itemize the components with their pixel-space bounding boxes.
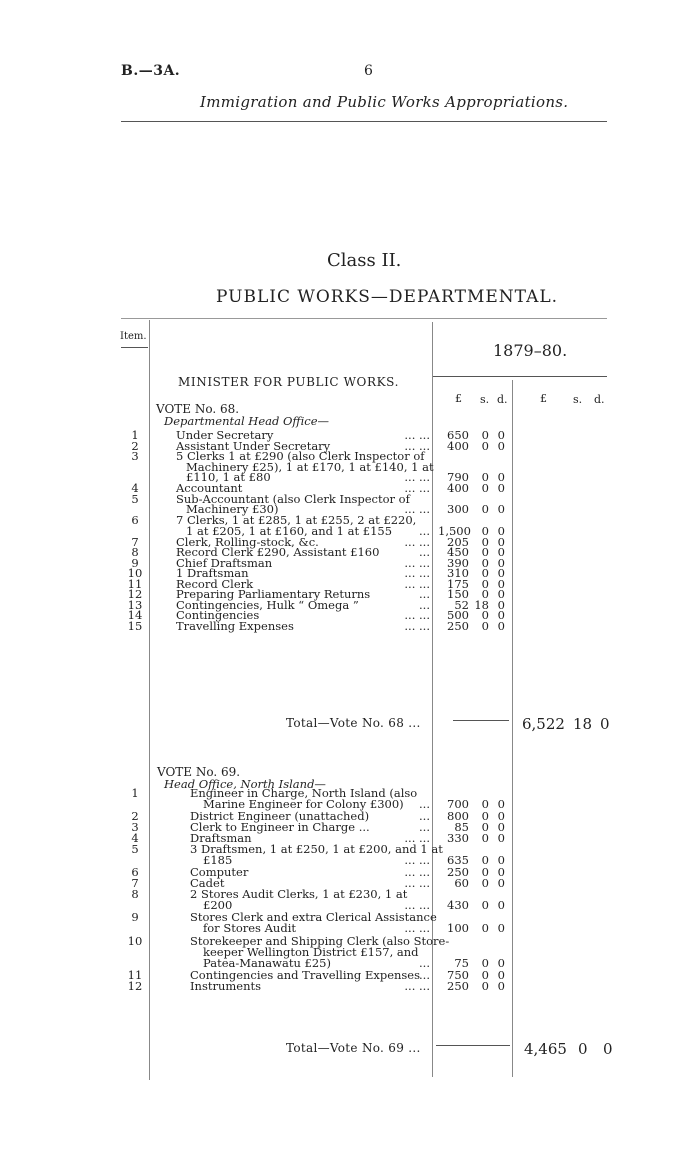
amount-pence: 0 [497,978,505,993]
item-description: Machinery £30) [186,502,279,516]
leader-dots: ... ... [404,608,430,622]
leader-dots: ... [419,967,430,982]
amount-pence: 0 [497,921,505,936]
item-description: Contingencies [176,608,260,622]
amount-shillings: 0 [481,566,489,580]
item-number: 4 [131,831,139,846]
vote-69-total-rule [436,1045,510,1046]
amount-pence: 0 [497,852,505,867]
item-description: Under Secretary [176,428,274,442]
amount-pounds: 75 [454,955,469,970]
amount-pounds: 400 [447,438,469,453]
amount-pence: 0 [497,955,505,970]
leader-dots: ... ... [404,865,430,880]
amount-pence: 0 [497,523,505,538]
item-description: Contingencies, Hulk “ Omega ” [176,597,359,612]
item-number: 11 [127,967,143,982]
amount-pence: 0 [497,898,505,912]
amount-pence: 0 [497,796,505,811]
item-description: Chief Draftsman [176,555,273,570]
amount-shillings: 0 [481,576,489,591]
vote-69-total-shillings: 0 [578,1040,588,1058]
amount-shillings: 0 [481,967,489,982]
item-description: keeper Wellington District £157, and [203,944,419,959]
amount-shillings: 0 [481,608,489,622]
amount-pence: 0 [497,502,505,516]
table-row [0,555,700,570]
shilling-heading: s. [480,393,490,406]
table-row [0,430,700,441]
amount-pounds: 790 [447,470,469,484]
leader-dots: ... ... [404,576,430,591]
amount-shillings: 0 [481,921,489,936]
item-description: 5 Clerks 1 at £290 (also Clerk Inspector of [176,449,425,463]
item-description: for Stores Audit [203,921,296,936]
amount-pounds: 85 [454,820,469,835]
leader-dots: ... ... [404,428,430,442]
leader-dots: ... ... [404,555,430,570]
item-description: Stores Clerk and extra Clerical Assistance [190,910,437,925]
amount-shillings: 0 [481,534,489,549]
vote-69-total-label: Total—Vote No. 69 ... [286,1041,421,1055]
amount-shillings: 0 [481,820,489,835]
table-row [0,822,700,833]
amount-pounds: 60 [454,876,469,891]
vote-69-title: VOTE No. 69. [157,765,241,779]
amount-pence: 0 [497,555,505,570]
leader-dots: ... [419,597,430,612]
item-description: Clerk to Engineer in Charge ... [190,820,370,835]
item-line [0,459,700,474]
class-title: Class II. [327,250,402,271]
leader-dots: ... ... [404,566,430,580]
table-row [0,547,700,558]
total-shilling-heading: s. [573,393,583,406]
amount-pounds: 650 [447,428,469,442]
document-reference: B.—3A. [121,63,181,79]
vote-69-total-pounds: 4,465 [524,1040,567,1058]
amount-pounds: 205 [447,534,469,549]
amount-shillings: 0 [481,502,489,516]
leader-dots: ... ... [404,481,430,495]
amount-shillings: 0 [481,470,489,484]
amount-pounds: 310 [447,566,469,580]
table-row [0,867,700,878]
amount-pence: 0 [497,545,505,559]
item-number: 3 [131,820,139,835]
amount-pounds: 700 [447,796,469,811]
amount-shillings: 0 [481,898,489,912]
item-description: Accountant [176,481,243,495]
item-number: 7 [131,876,139,891]
item-number: 1 [131,786,139,800]
leader-dots: ... ... [404,978,430,993]
item-line [0,844,700,855]
vote-68-total-shillings: 18 [573,715,593,733]
item-number: 9 [131,555,139,570]
item-column-header: Item. [120,331,147,342]
amount-pounds: 300 [447,502,469,516]
header-rule [121,121,607,122]
year-heading: 1879–80. [493,341,568,360]
total-pence-heading: d. [594,393,605,406]
pence-heading: d. [497,393,508,406]
running-title: Immigration and Public Works Appropriations. [200,93,569,111]
amount-pounds: 250 [447,618,469,633]
item-description: Patea-Manawatu £25) [203,955,331,970]
item-number: 5 [131,842,139,856]
vote-68-subtitle: Departmental Head Office— [164,414,329,428]
amount-pounds: 250 [447,978,469,993]
amount-pounds: 100 [447,921,469,936]
vote-68-total-pence: 0 [600,715,610,733]
amount-pounds: 800 [447,809,469,824]
amount-pounds: 175 [447,576,469,591]
item-number: 2 [131,438,139,453]
amount-pounds: 450 [447,545,469,559]
item-description: Marine Engineer for Colony £300) [203,796,404,811]
item-number: 12 [127,587,143,601]
leader-dots: ... ... [404,470,430,484]
item-number: 12 [127,978,143,993]
item-description: 1 at £205, 1 at £160, and 1 at £155 [186,523,393,538]
amount-pence: 0 [497,566,505,580]
table-row [0,967,700,982]
amount-shillings: 0 [481,555,489,570]
pound-heading: £ [455,392,462,405]
item-description: Contingencies and Travelling Expenses [190,967,421,982]
leader-dots: ... ... [404,534,430,549]
total-pound-heading: £ [540,392,547,405]
item-number: 15 [127,618,143,633]
amount-shillings: 0 [481,809,489,824]
amount-pence: 0 [497,587,505,601]
amount-shillings: 0 [481,796,489,811]
item-line [0,912,700,923]
amount-pence: 0 [497,576,505,591]
amount-shillings: 0 [481,955,489,970]
amount-pounds: 330 [447,831,469,846]
item-description: Machinery £25), 1 at £170, 1 at £140, 1 at [186,459,434,474]
item-description: £185 [203,852,233,867]
item-description: £110, 1 at £80 [186,470,271,484]
item-number: 8 [131,545,139,559]
item-number: 11 [127,576,143,591]
amount-pence: 0 [497,618,505,633]
leader-dots: ... [419,820,430,835]
leader-dots: ... ... [404,438,430,453]
amount-pence: 0 [497,831,505,846]
item-description: Travelling Expenses [176,618,294,633]
amount-pounds: 750 [447,967,469,982]
page-number: 6 [364,63,373,79]
leader-dots: ... [419,809,430,824]
amount-pence: 0 [497,967,505,982]
item-number: 4 [131,481,139,495]
leader-dots: ... ... [404,921,430,936]
section-title: PUBLIC WORKS—DEPARTMENTAL. [216,287,559,307]
amount-shillings: 0 [481,438,489,453]
amount-pence: 0 [497,608,505,622]
leader-dots: ... ... [404,852,430,867]
amount-pence: 0 [497,470,505,484]
amount-shillings: 0 [481,865,489,880]
amount-pounds: 390 [447,555,469,570]
year-underline [433,376,607,377]
item-description: Record Clerk [176,576,254,591]
amount-shillings: 18 [474,597,489,612]
amount-shillings: 0 [481,852,489,867]
amount-pence: 0 [497,865,505,880]
amount-shillings: 0 [481,587,489,601]
item-number: 7 [131,534,139,549]
leader-dots: ... [419,545,430,559]
amount-shillings: 0 [481,876,489,891]
minister-heading: MINISTER FOR PUBLIC WORKS. [178,375,399,389]
amount-pence: 0 [497,820,505,835]
table-top-rule [121,318,607,319]
item-description: Instruments [190,978,262,993]
item-line [0,944,700,959]
item-description: 3 Draftsmen, 1 at £250, 1 at £200, and 1 at [190,842,443,856]
amount-pence: 0 [497,597,505,612]
table-row [0,610,700,621]
amount-shillings: 0 [481,481,489,495]
table-row [0,978,700,993]
amount-shillings: 0 [481,618,489,633]
vote-69-subtitle: Head Office, North Island— [164,777,326,791]
amount-pence: 0 [497,876,505,891]
item-description: Sub-Accountant (also Clerk Inspector of [176,491,410,506]
amount-shillings: 0 [481,545,489,559]
amount-shillings: 0 [481,978,489,993]
item-description: 1 Draftsman [176,566,249,580]
leader-dots: ... [419,955,430,970]
leader-dots: ... ... [404,898,430,912]
item-description: 2 Stores Audit Clerks, 1 at £230, 1 at [190,887,408,902]
item-description: Preparing Parliamentary Returns [176,587,371,601]
leader-dots: ... ... [404,502,430,516]
vote-69-total-pence: 0 [603,1040,613,1058]
amount-pounds: 52 [454,597,469,612]
item-number: 2 [131,809,139,824]
table-row [0,568,700,579]
item-description: Storekeeper and Shipping Clerk (also Store- [190,933,450,948]
item-number: 8 [131,887,139,902]
item-header-underline [121,347,148,348]
leader-dots: ... [419,523,430,538]
item-description: £200 [203,898,233,912]
item-description: Cadet [190,876,225,891]
item-number: 9 [131,910,139,925]
leader-dots: ... ... [404,831,430,846]
amount-pence: 0 [497,534,505,549]
leader-dots: ... ... [404,618,430,633]
leader-dots: ... [419,587,430,601]
table-row [0,597,700,612]
amount-shillings: 0 [481,831,489,846]
item-number: 10 [127,566,143,580]
amount-pence: 0 [497,428,505,442]
amount-pounds: 500 [447,608,469,622]
item-description: Clerk, Rolling-stock, &c. [176,534,319,549]
amount-pounds: 400 [447,481,469,495]
amount-pounds: 150 [447,587,469,601]
vote-68-total-rule [453,720,509,721]
item-description: Assistant Under Secretary [176,438,331,453]
item-description: Engineer in Charge, North Island (also [190,786,418,800]
item-number: 13 [127,597,143,612]
item-number: 6 [131,513,139,527]
item-number: 1 [131,428,139,442]
amount-shillings: 0 [481,428,489,442]
vote-68-total-pounds: 6,522 [522,715,565,733]
item-number: 10 [127,933,143,948]
item-number: 6 [131,865,139,880]
item-number: 5 [131,491,139,506]
amount-shillings: 0 [481,523,489,538]
item-description: Draftsman [190,831,252,846]
item-description: Record Clerk £290, Assistant £160 [176,545,380,559]
item-description: 7 Clerks, 1 at £285, 1 at £255, 2 at £220, [176,513,417,527]
leader-dots: ... ... [404,876,430,891]
table-row [0,618,700,633]
item-line [0,491,700,506]
item-description: District Engineer (unattached) [190,809,370,824]
amount-pence: 0 [497,481,505,495]
item-line [0,889,700,900]
item-number: 3 [131,449,139,463]
vote-68-total-label: Total—Vote No. 68 ... [286,716,421,730]
amount-pounds: 250 [447,865,469,880]
amount-pence: 0 [497,438,505,453]
item-description: Computer [190,865,249,880]
amount-pence: 0 [497,809,505,824]
amount-pounds: 430 [447,898,469,912]
vote-68-title: VOTE No. 68. [156,402,240,416]
amount-pounds: 635 [447,852,469,867]
amount-pounds: 1,500 [438,523,471,538]
item-number: 14 [127,608,143,622]
leader-dots: ... [419,796,430,811]
